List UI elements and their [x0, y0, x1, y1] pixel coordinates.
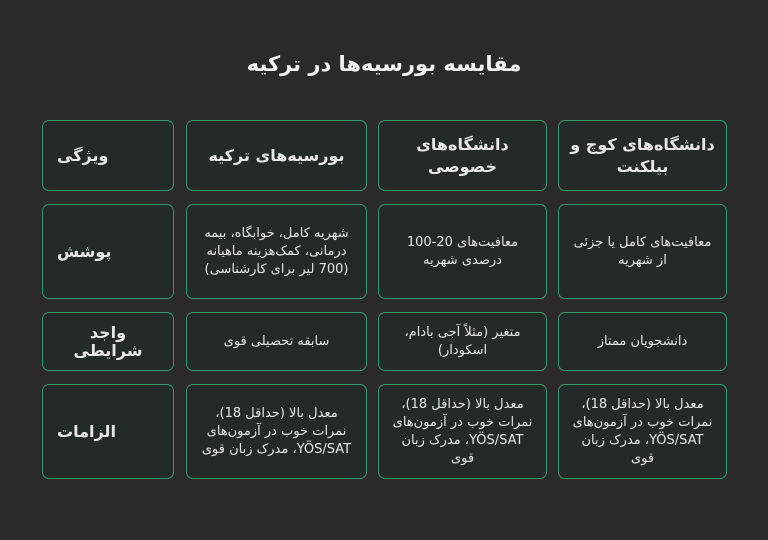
table-cell: متغیر (مثلاً آجی بادام، اسکودار): [378, 312, 547, 371]
header-turkey-scholarships: بورسیه‌های ترکیه: [186, 120, 367, 191]
table-cell: شهریه کامل، خوابگاه، بیمه درمانی، کمک‌هزینه ماهیانه (700 لیر برای کارشناسی): [186, 204, 367, 299]
row-label-requirements: الزامات: [42, 384, 174, 479]
table-cell: معدل بالا (حداقل 18)، نمرات خوب در آزمون‌های YÖS/SAT، مدرک زبان قوی: [186, 384, 367, 479]
table-cell: سابقه تحصیلی قوی: [186, 312, 367, 371]
header-koc-bilkent: دانشگاه‌های کوچ و بیلکنت: [558, 120, 727, 191]
header-private-universities: دانشگاه‌های خصوصی: [378, 120, 547, 191]
table-cell: دانشجویان ممتاز: [558, 312, 727, 371]
table-cell: معدل بالا (حداقل 18)، نمرات خوب در آزمون‌های YÖS/SAT، مدرک زبان قوی: [558, 384, 727, 479]
row-label-eligibility: واجد شرایطی: [42, 312, 174, 371]
table-cell: معافیت‌های 20-100 درصدی شهریه: [378, 204, 547, 299]
header-feature: ویژگی: [42, 120, 174, 191]
page-title: مقایسه بورسیه‌ها در ترکیه: [246, 52, 522, 76]
table-cell: معافیت‌های کامل یا جزئی از شهریه: [558, 204, 727, 299]
table-cell: معدل بالا (حداقل 18)، نمرات خوب در آزمون‌های YÖS/SAT، مدرک زبان قوی: [378, 384, 547, 479]
row-label-coverage: پوشش: [42, 204, 174, 299]
